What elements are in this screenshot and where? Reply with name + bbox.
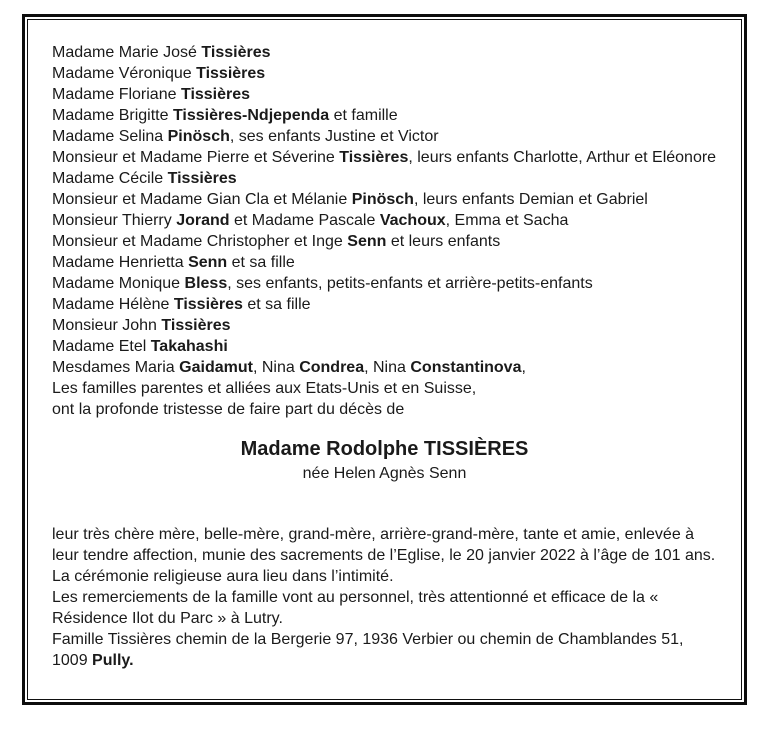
bold-name-segment: Tissières xyxy=(180,86,251,103)
mourner-line xyxy=(52,378,717,399)
mourner-line xyxy=(52,357,717,378)
bold-name-segment: Tissières xyxy=(339,149,409,166)
body-paragraph xyxy=(52,524,717,566)
bold-name-segment: Tissières-Ndjependa xyxy=(172,107,330,124)
text-segment: Madame Etel xyxy=(52,338,151,355)
mourner-line xyxy=(52,252,717,273)
text-segment: Madame Marie José xyxy=(52,44,202,61)
text-segment: La cérémonie religieuse aura lieu dans l’intimité. xyxy=(52,568,394,585)
text-segment: Monsieur Thierry xyxy=(52,212,177,229)
text-segment: et leurs enfants xyxy=(386,233,501,250)
text-segment: Madame Floriane xyxy=(52,86,181,103)
mourner-line xyxy=(52,210,717,231)
text-segment: et Madame Pascale xyxy=(229,212,380,229)
text-segment: Madame Henrietta xyxy=(52,254,189,271)
text-segment: , Emma et Sacha xyxy=(445,212,569,229)
notice-outer-border xyxy=(22,14,747,705)
mourners-list xyxy=(52,42,717,420)
mourner-line xyxy=(52,105,717,126)
deceased-maiden-name: née Helen Agnès Senn xyxy=(302,465,467,482)
text-segment: Monsieur et Madame Pierre et Séverine xyxy=(52,149,340,166)
notice-content xyxy=(28,20,741,699)
body-paragraph xyxy=(52,629,717,671)
bold-name-segment: Vachoux xyxy=(379,212,446,229)
bold-name-segment: Bless xyxy=(184,275,228,292)
bold-name-segment: Tissières xyxy=(167,170,237,187)
text-segment: Mesdames Maria xyxy=(52,359,180,376)
mourner-line xyxy=(52,84,717,105)
bold-name-segment: Senn xyxy=(188,254,228,271)
mourner-line xyxy=(52,189,717,210)
text-segment: Monsieur et Madame Gian Cla et Mélanie xyxy=(52,191,352,208)
mourner-line xyxy=(52,168,717,189)
text-segment: Madame Monique xyxy=(52,275,185,292)
bold-name-segment: Senn xyxy=(347,233,387,250)
mourner-line xyxy=(52,231,717,252)
bold-name-segment: Tissières xyxy=(201,44,271,61)
text-segment: , ses enfants Justine et Victor xyxy=(229,128,439,145)
mourner-line xyxy=(52,63,717,84)
bold-name-segment: Tissières xyxy=(196,65,266,82)
deceased-name-heading: Madame Rodolphe TISSIÈRES xyxy=(240,438,529,460)
bold-name-segment: Pinösch xyxy=(351,191,414,208)
text-segment: Madame Hélène xyxy=(52,296,174,313)
text-segment: et sa fille xyxy=(227,254,295,271)
text-segment: , leurs enfants Charlotte, Arthur et Eléonore xyxy=(408,149,717,166)
bold-name-segment: Tissières xyxy=(173,296,243,313)
mourner-line xyxy=(52,42,717,63)
text-segment: et sa fille xyxy=(242,296,311,313)
bold-name-segment: Takahashi xyxy=(150,338,228,355)
text-segment: Monsieur et Madame Christopher et Inge xyxy=(52,233,348,250)
bold-name-segment: Gaidamut xyxy=(179,359,253,376)
text-segment: , Nina xyxy=(252,359,300,376)
text-segment: Madame Véronique xyxy=(52,65,197,82)
mourner-line xyxy=(52,294,717,315)
body-paragraph xyxy=(52,566,717,587)
mourner-line xyxy=(52,147,717,168)
text-segment: Les familles parentes et alliées aux Etats-Unis et en Suisse, xyxy=(52,380,477,397)
mourner-line xyxy=(52,126,717,147)
mourner-line xyxy=(52,336,717,357)
bold-name-segment: Pully. xyxy=(92,652,134,669)
mourner-line xyxy=(52,315,717,336)
text-segment: Madame Brigitte xyxy=(52,107,173,124)
body-paragraph xyxy=(52,587,717,629)
text-segment: et famille xyxy=(329,107,398,124)
text-segment: Monsieur John xyxy=(52,317,162,334)
text-segment: Madame Cécile xyxy=(52,170,168,187)
text-segment: , ses enfants, petits-enfants et arrière-petits-enfants xyxy=(227,275,593,292)
notice-inner-border xyxy=(27,19,742,700)
bold-name-segment: Constantinova xyxy=(410,359,522,376)
bold-name-segment: Tissières xyxy=(161,317,231,334)
bold-name-segment: Jorand xyxy=(176,212,230,229)
text-segment: , leurs enfants Demian et Gabriel xyxy=(413,191,648,208)
notice-body xyxy=(52,524,717,671)
text-segment: , Nina xyxy=(364,359,411,376)
text-segment: , xyxy=(521,359,526,376)
text-segment: ont la profonde tristesse de faire part du décès de xyxy=(52,401,405,418)
mourner-line xyxy=(52,399,717,420)
text-segment: leur très chère mère, belle-mère, grand-mère, arrière-grand-mère, tante et amie, enlevée à leur tendre affection, munie des sacrements de l’Eglise, le 20 janvier 2022 à l’âge de 101 ans. xyxy=(52,526,716,564)
text-segment: Famille Tissières chemin de la Bergerie 97, 1936 Verbier ou chemin de Chamblandes 51, 1009 xyxy=(52,631,684,669)
text-segment: Les remerciements de la famille vont au personnel, très attentionné et efficace de la « Résidence Ilot du Parc » à Lutry. xyxy=(52,589,659,627)
text-segment: Madame Selina xyxy=(52,128,168,145)
mourner-line xyxy=(52,273,717,294)
bold-name-segment: Condrea xyxy=(299,359,365,376)
bold-name-segment: Pinösch xyxy=(167,128,230,145)
